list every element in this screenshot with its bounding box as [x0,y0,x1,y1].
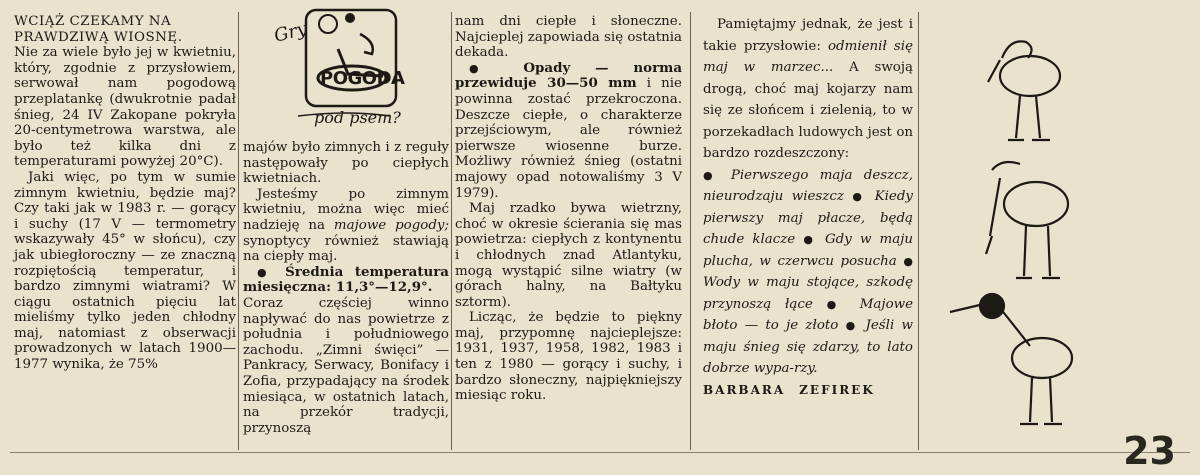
proverb: Majowe błoto — to je złoto [703,296,914,333]
proverb: Jeśli w maju śnieg się zdarzy, to lato dobrze wypa-rzy. [703,318,913,376]
col2-para2-end: synoptycy również stawiają na ciepły maj. [243,233,449,265]
col2-paragraph-1: majów było zimnych i z reguły następowały po ciepłych kwietniach. [243,140,449,187]
col4-intro: Pamiętajmy jednak, że jest i takie przysłowie: [703,17,913,54]
col3-paragraph-3: Maj rzadko bywa wietrzny, choć w okresie ścierania się mas powietrza: ciepłych z kontynentu i chłodnych znad Atlantyku, mogą wystąpić silne wiatry (w górach halny, na Bałtyku sztorm). [455,201,682,310]
column-divider [238,12,239,450]
stork-illustration-icon [940,8,1190,448]
bullet-icon: ● [703,168,720,182]
article-column-3 [455,14,682,404]
column-divider [918,12,919,450]
bullet-icon: ● [803,233,817,246]
bullet-icon: ● [826,297,846,311]
author-first-name: BARBARA [703,382,786,397]
rainfall-text: i nie powinna zostać przekroczona. Deszcze ciepłe, o charakterze przejściowym, ale również pierwsze wiosenne burze. Możliwy również śnieg (ostatni majowy opad notowaliśmy 3 V 1979). [455,76,682,201]
article-heading [14,14,236,45]
proverb: Gdy w maju plucha, w czerwcu posucha [703,232,913,269]
gry-pogoda-logo [268,4,418,136]
logo-bottom-text: pod psem? [314,108,401,127]
rainfall-bullet [455,61,682,201]
col2-paragraph-3: Coraz częściej winno napływać do nas powietrze z południa i południowego zachodu. „Zimni święci” — Pankracy, Serwacy, Bonifacy i Zofia, przypadający na środek miesiąca, w ostatnich latach, na przekór tradycji, przynoszą [243,295,449,436]
proverb: Kiedy pierwszy maj płacze, będą chude klacze [703,189,913,247]
proverb: Wody w maju stojące, szkodę przynoszą łące [703,275,913,312]
rainfall-title: Opady — norma przewiduje 30—50 mm [455,59,682,92]
col3-paragraph-1: nam dni ciepłe i słoneczne. Najcieplej zapowiada się ostatnia dekada. [455,14,682,61]
bullet-icon: ● [852,190,867,203]
temperature-title: Średnia temperatura miesięczna: 11,3°—12,9°. [243,263,449,296]
page-number: 23 [1123,429,1176,473]
page-footer-rule [10,452,1190,453]
bullet-icon: ● [903,254,913,268]
author-signature [703,380,913,402]
author-last-name: ZEFIREK [799,382,875,397]
column-divider [690,12,691,450]
heading-line-2: PRAWDZIWĄ WIOSNĘ. [14,29,183,45]
heading-line-1: WCIĄŻ CZEKAMY NA [14,14,172,29]
col4-paragraph-1 [703,14,913,165]
bullet-icon: ● [469,61,499,75]
col2-para2-italic: majowe pogody; [333,217,450,233]
article-column-2 [243,140,449,436]
col4-intro-end: A swoją drogą, choć maj kojarzy nam się ze słońcem i zielenią, to w porzekadłach ludowych jest on bardzo rozdeszczony: [703,60,914,161]
temperature-bullet [243,265,449,296]
bullet-icon: ● [257,265,274,279]
col1-paragraph-1: Nie za wiele było jej w kwietniu, który, zgodnie z przysłowiem, serwował nam pogodową przeplatankę (dwukrotnie padał śnieg, 24 IV Zakopane pokryła 20-centymetrowa warstwa, ale było też kilka dni z temperaturami powyżej 20°C). [14,45,236,170]
logo-main-text: POGODA [320,68,405,89]
col2-paragraph-2 [243,187,449,265]
col4-proverb-quote: odmienił się maj w marzec... [703,38,913,75]
column-divider [451,12,452,450]
proverbs-list [703,165,913,380]
logo-top-text: Gry [271,18,310,47]
bullet-icon: ● [845,319,859,332]
col3-paragraph-4: Licząc, że będzie to piękny maj, przypomnę najcieplejsze: 1931, 1937, 1958, 1982, 1983 i ten z 1980 — gorący i suchy, i bardzo słoneczny, najpiękniejszy miesiąc roku. [455,310,682,404]
col1-paragraph-2: Jaki więc, po tym w sumie zimnym kwietniu, będzie maj? Czy taki jak w 1983 r. — gorący i suchy (17 V — termometry wskazywały 45° w słońcu), czy jak ubiegłoroczny — ze znaczną rozpiętością temperatur, i bardzo zimnymi wiatrami? W ciągu ostatnich pięciu lat mieliśmy tylko jeden chłodny maj, natomiast z obserwacji prowadzonych w latach 1900—1977 wynika, że 75% [14,169,236,373]
article-column-1 [14,14,236,373]
proverb: Pierwszego maja deszcz, nieurodzaju wieszcz [703,167,913,204]
article-column-4 [703,14,913,401]
col2-para2-text: Jesteśmy po zimnym kwietniu, można więc mieć nadzieję na [243,186,449,233]
